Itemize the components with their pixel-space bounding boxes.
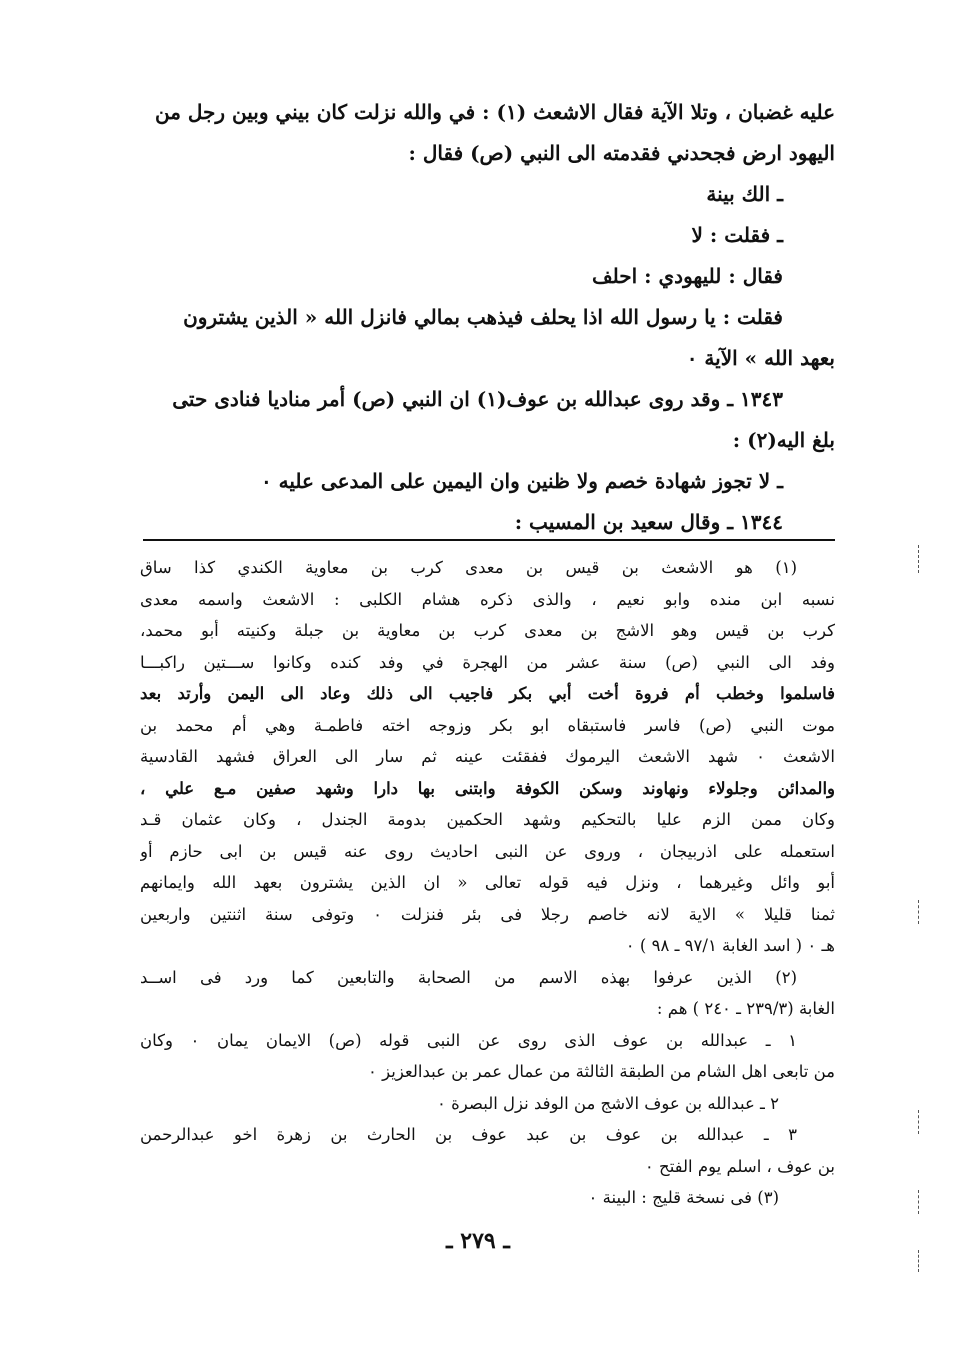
main-line: فقلت : يا رسول الله اذا يحلف فيذهب بمالي فانزل الله « الذين يشترون (183, 305, 783, 329)
footnote-line: نسبه ابن منده وابو نعيم ، والذى ذكره هشام الكلبى : الاشعث واسمه معدى (140, 589, 835, 609)
scan-margin-mark (918, 900, 919, 924)
footnote-line: فاسلموا وخطب أم فروة أخت أبي بكر فاجيب الى ذلك وعاد الى اليمن وأرتد بعد (140, 684, 835, 703)
footnote-line: (٢) الذين عرفوا بهذه الاسم من الصحابة والتابعين كما ورد فى اســد (140, 967, 797, 987)
main-line: ـ فقلت : لا (691, 223, 783, 247)
main-line: ـ الك بينة (706, 182, 783, 206)
footnote-line: والمدائن وجلولاء ونهاوند وسكن الكوفة وابتنى بها دارا وشهد صفين مـع علي ، (140, 778, 835, 798)
footnote-line: ١ ـ عبدالله بن عوف الذى روى عن النبى قوله (ص) الايمان يمان ٠ وكان (140, 1030, 798, 1050)
main-line: ١٣٤٣ ـ وقد روى عبدالله بن عوف(١) ان النبي (ص) أمر مناديا فنادى حتى (172, 387, 783, 411)
scan-margin-mark (918, 545, 919, 573)
main-text-block (140, 92, 835, 543)
scan-margin-mark (918, 1190, 919, 1214)
footnote-line: الاشعث ٠ شهد الاشعث اليرموك ففقئت عينه ثم سار الى العراق فشهد القادسية (140, 747, 835, 766)
footnote-line: من تابعى اهل الشام من الطبقة الثالثة من عمال عمر بن عبدالعزيز ٠ (368, 1062, 835, 1081)
footnote-line: ٣ ـ عبدالله بن عوف بن عبد عوف بن الحارث بن زهرة اخو عبدالرحمن (140, 1125, 797, 1144)
footnote-line: وفد الى النبي (ص) سنة عشر من الهجرة في وفد كنده وكانوا ســـتين راكبـــا (140, 652, 835, 672)
footnote-line: بن عوف ، اسلم يوم الفتح ٠ (644, 1156, 835, 1176)
footnote-line: موت النبي (ص) فاسر فاستبقاه ابو بكر وزوجه اخته فاطمـة وهي أم محمد بن (140, 715, 835, 735)
footnote-line: ٢ ـ عبدالله بن عوف الاشج من الوفد نزل البصرة ٠ (437, 1093, 779, 1113)
footnote-line: وكان ممن الزم عليا بالتحكيم وشهد الحكمين بدومة الجندل ، وكان عثمان قـد (140, 810, 835, 829)
page-number: ـ ٢٧٩ ـ (446, 1228, 510, 1254)
footnote-divider (143, 539, 835, 541)
footnote-line: أبو وائل وغيرهما ، ونزل فيه قوله تعالى « ان الذين يشترون بعهد الله وايمانهم (140, 873, 835, 892)
main-line: ١٣٤٤ ـ وقال سعيد بن المسيب : (514, 510, 783, 534)
footnote-line: (١) هو الاشعث بن قيس بن معدى كرب بن معاوية الكندي كذا ساق (140, 558, 797, 577)
footnote-line: كرب بن قيس وهو الاشج بن معدى كرب بن معاوية بن جبلة وكنيته أبو محمد، (140, 621, 835, 640)
footnote-line: استعمله على اذربيجان ، وروى عن النبى احاديث روى عنه قيس بن ابى حازم أو (140, 841, 835, 861)
scan-margin-mark (918, 1110, 919, 1134)
footnote-line: الغابة (٢٣٩/٣ ـ ٢٤٠ ) هم : (656, 999, 835, 1018)
main-line: بلغ اليه(٢) : (732, 428, 835, 452)
footnote-line: (٣) فى نسخة قليج : البينة ٠ (588, 1188, 779, 1207)
footnotes-block (140, 552, 835, 1214)
main-line: فقال : لليهودي : احلف (591, 264, 783, 288)
footnote-line: ثمنا قليلا » الاية لانه خاصم رجلا فى بئر فنزلت ٠ وتوفى سنة اثنتين واربعين (140, 904, 835, 924)
scan-margin-mark (918, 1250, 919, 1272)
main-line: عليه غضبان ، وتلا الآية فقال الاشعث (١) : في والله نزلت كان بيني وبين رجل من (155, 100, 835, 124)
main-line: اليهود ارض فجحدني فقدمته الى النبي (ص) فقال : (408, 141, 835, 165)
footnote-line: هـ ٠ ( اسد الغابة ٩٧/١ ـ ٩٨ ) ٠ (625, 936, 835, 955)
main-line: بعهد الله » الآية ٠ (686, 346, 835, 370)
main-line: ـ لا تجوز شهادة خصم ولا ظنين وان اليمين على المدعى عليه ٠ (260, 469, 783, 493)
